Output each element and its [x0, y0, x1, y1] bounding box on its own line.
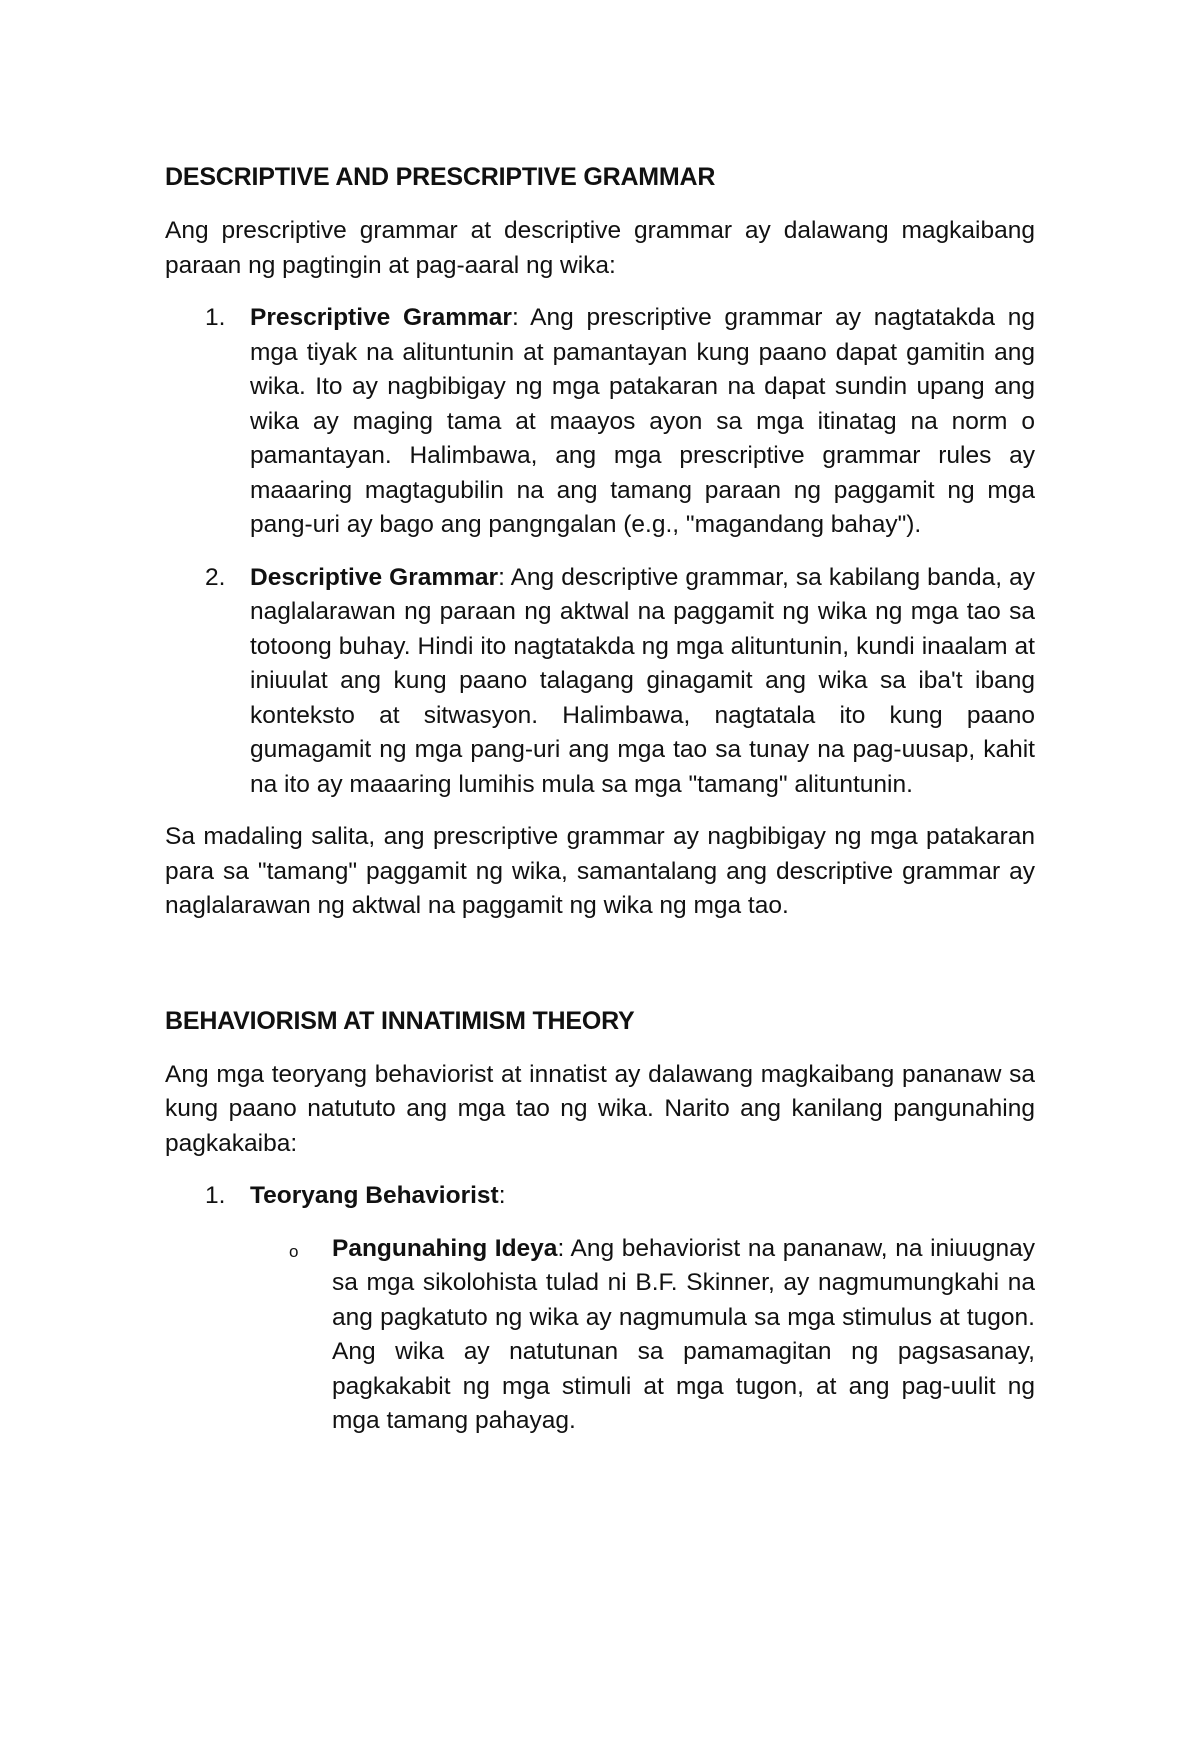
- section-title-behaviorism: BEHAVIORISM AT INNATIMISM THEORY: [165, 1006, 635, 1035]
- theory-list: [165, 1179, 1035, 1439]
- section-title-grammar: DESCRIPTIVE AND PRESCRIPTIVE GRAMMAR: [165, 163, 716, 191]
- definition-prescriptive-grammar: : Ang prescriptive grammar ay nagtatakda ng mga tiyak na alituntunin at pamantayan kung paano dapat gamitin ang wika. Ito ay nagbibigay ng mga patakaran na dapat sundin upang ang wika ay maging tama at maayos ayon sa mga itinatag na norm o pamantayan. Halimbawa, ang mga prescriptive grammar rules ay maaaring magtagubilin na ang tamang paraan ng paggamit ng mga pang-uri ay bago ang pangngalan (e.g., "magandang bahay").: [250, 304, 1035, 538]
- list-item-behaviorist: [165, 1179, 1035, 1439]
- grammar-list: [165, 301, 1035, 802]
- list-item-descriptive: [165, 561, 1035, 803]
- intro-paragraph-grammar: Ang prescriptive grammar at descriptive grammar ay dalawang magkaibang paraan ng pagtingin at pag-aaral ng wika:: [165, 217, 1035, 279]
- term-teoryang-behaviorist: Teoryang Behaviorist: [250, 1182, 499, 1209]
- list-number: 1.: [205, 1182, 226, 1209]
- definition-pangunahing-ideya: : Ang behaviorist na pananaw, na iniuugnay sa mga sikolohista tulad ni B.F. Skinner, ay nagmumungkahi na ang pagkatuto ng wika ay nagmumula sa mga stimulus at tugon. Ang wika ay natutunan sa pamamagitan ng pagsasanay, pagkakabit ng mga stimuli at mga tugon, at ang pag-uulit ng mga tamang pahayag.: [332, 1234, 1035, 1434]
- list-number: 1.: [205, 304, 226, 331]
- list-number: 2.: [205, 563, 226, 591]
- term-pangunahing-ideya: Pangunahing Ideya: [332, 1234, 558, 1262]
- intro-paragraph-behaviorism: Ang mga teoryang behaviorist at innatist ay dalawang magkaibang pananaw sa kung paano natututo ang mga tao ng wika. Narito ang kanilang pangunahing pagkakaiba:: [165, 1060, 1035, 1157]
- subitem-pangunahing-ideya: [250, 1232, 1035, 1439]
- behaviorist-sublist: [250, 1232, 1035, 1439]
- list-item-prescriptive: [165, 301, 1035, 543]
- term-prescriptive-grammar: Prescriptive Grammar: [250, 304, 512, 331]
- definition-descriptive-grammar: : Ang descriptive grammar, sa kabilang banda, ay naglalarawan ng paraan ng aktwal na paggamit ng wika ng mga tao sa totoong buhay. Hindi ito nagtatakda ng mga alituntunin, kundi inaalam at iniuulat ang kung paano talagang ginagamit ang wika sa iba't ibang konteksto at sitwasyon. Halimbawa, nagtatala ito kung paano gumagamit ng mga pang-uri ang mga tao sa tunay na pag-uusap, kahit na ito ay maaaring lumihis mula sa mga "tamang" alituntunin.: [250, 563, 1035, 798]
- summary-paragraph: Sa madaling salita, ang prescriptive grammar ay nagbibigay ng mga patakaran para sa "tamang" paggamit ng wika, samantalang ang descriptive grammar ay naglalarawan ng aktwal na paggamit ng wika ng mga tao.: [165, 823, 1035, 919]
- section-spacer: [165, 942, 1035, 1004]
- hollow-bullet-icon: o: [289, 1241, 299, 1261]
- term-colon: :: [498, 1182, 506, 1209]
- term-descriptive-grammar: Descriptive Grammar: [250, 563, 499, 591]
